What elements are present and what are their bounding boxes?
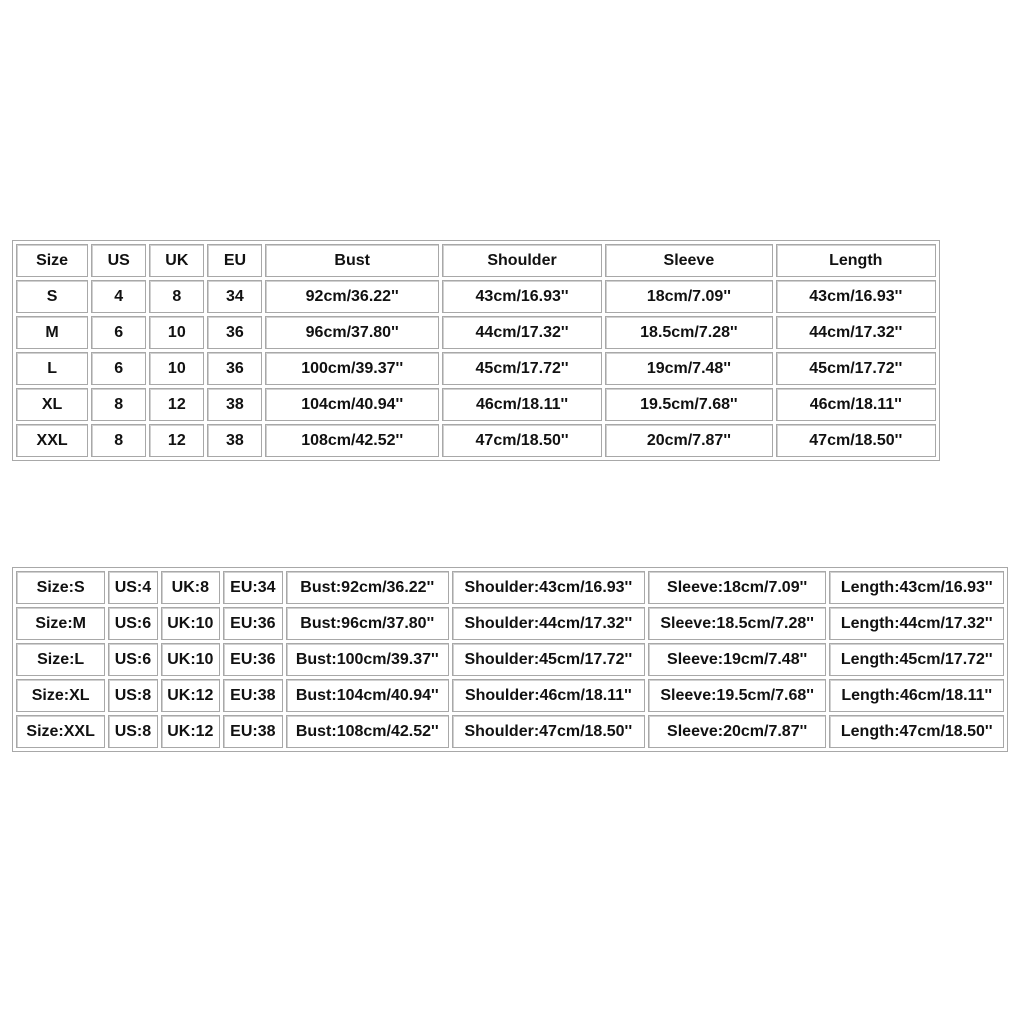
table-cell: 100cm/39.37'': [265, 352, 438, 385]
table-cell: US:6: [108, 607, 157, 640]
table-cell: 38: [207, 424, 262, 457]
table-row: [16, 388, 936, 421]
table-cell: US:8: [108, 715, 157, 748]
table-cell: US:4: [108, 571, 157, 604]
table-cell: 8: [149, 280, 204, 313]
table-cell: Size:L: [16, 643, 105, 676]
table-cell: Size:M: [16, 607, 105, 640]
table-cell: US:6: [108, 643, 157, 676]
table-cell: 19.5cm/7.68'': [605, 388, 772, 421]
table-cell: 10: [149, 352, 204, 385]
table-cell: Sleeve:20cm/7.87'': [648, 715, 827, 748]
header-cell: US: [91, 244, 146, 277]
table-cell: Length:47cm/18.50'': [829, 715, 1004, 748]
header-cell: Bust: [265, 244, 438, 277]
table-cell: Bust:108cm/42.52'': [286, 715, 449, 748]
table-row: [16, 316, 936, 349]
table-cell: 36: [207, 352, 262, 385]
table-cell: US:8: [108, 679, 157, 712]
table-cell: 8: [91, 424, 146, 457]
table-cell: S: [16, 280, 88, 313]
header-cell: EU: [207, 244, 262, 277]
header-cell: Sleeve: [605, 244, 772, 277]
table-cell: 47cm/18.50'': [776, 424, 936, 457]
header-cell: Size: [16, 244, 88, 277]
table-cell: 36: [207, 316, 262, 349]
table-cell: 18.5cm/7.28'': [605, 316, 772, 349]
table-cell: 45cm/17.72'': [776, 352, 936, 385]
table-cell: 19cm/7.48'': [605, 352, 772, 385]
table-row: [16, 280, 936, 313]
header-cell: Length: [776, 244, 936, 277]
table-cell: Bust:104cm/40.94'': [286, 679, 449, 712]
table-cell: Size:XL: [16, 679, 105, 712]
table-cell: EU:38: [223, 679, 283, 712]
table-cell: EU:36: [223, 643, 283, 676]
table-cell: Bust:96cm/37.80'': [286, 607, 449, 640]
table-cell: 4: [91, 280, 146, 313]
table-row: [16, 571, 1004, 604]
table-cell: L: [16, 352, 88, 385]
table-cell: UK:12: [161, 715, 221, 748]
table-cell: M: [16, 316, 88, 349]
table-cell: 44cm/17.32'': [776, 316, 936, 349]
table-cell: Size:S: [16, 571, 105, 604]
table-cell: 46cm/18.11'': [776, 388, 936, 421]
table-cell: Length:46cm/18.11'': [829, 679, 1004, 712]
table-cell: 92cm/36.22'': [265, 280, 438, 313]
table-cell: Shoulder:44cm/17.32'': [452, 607, 645, 640]
table-cell: UK:8: [161, 571, 221, 604]
table-cell: 38: [207, 388, 262, 421]
table-cell: Bust:100cm/39.37'': [286, 643, 449, 676]
table-cell: Size:XXL: [16, 715, 105, 748]
table-row: [16, 607, 1004, 640]
table-cell: 18cm/7.09'': [605, 280, 772, 313]
header-cell: UK: [149, 244, 204, 277]
table-row: [16, 715, 1004, 748]
table-cell: 108cm/42.52'': [265, 424, 438, 457]
table-cell: 6: [91, 316, 146, 349]
size-chart-labeled-table: [12, 567, 1008, 752]
table-cell: Shoulder:47cm/18.50'': [452, 715, 645, 748]
table-cell: Shoulder:46cm/18.11'': [452, 679, 645, 712]
table-cell: XL: [16, 388, 88, 421]
table-cell: Bust:92cm/36.22'': [286, 571, 449, 604]
table-cell: 12: [149, 424, 204, 457]
table-cell: UK:10: [161, 607, 221, 640]
table-cell: 20cm/7.87'': [605, 424, 772, 457]
table-cell: 104cm/40.94'': [265, 388, 438, 421]
table-cell: Sleeve:18.5cm/7.28'': [648, 607, 827, 640]
table-cell: XXL: [16, 424, 88, 457]
table-row: [16, 352, 936, 385]
table-cell: Shoulder:45cm/17.72'': [452, 643, 645, 676]
table-cell: UK:10: [161, 643, 221, 676]
table-cell: 46cm/18.11'': [442, 388, 602, 421]
table-row: [16, 643, 1004, 676]
table-cell: 8: [91, 388, 146, 421]
table-row: [16, 679, 1004, 712]
table-cell: Sleeve:19.5cm/7.68'': [648, 679, 827, 712]
table-cell: 47cm/18.50'': [442, 424, 602, 457]
table-cell: 45cm/17.72'': [442, 352, 602, 385]
table-cell: EU:34: [223, 571, 283, 604]
table-cell: Length:45cm/17.72'': [829, 643, 1004, 676]
table-cell: 34: [207, 280, 262, 313]
header-cell: Shoulder: [442, 244, 602, 277]
size-chart-table: [12, 240, 940, 461]
table-cell: Length:43cm/16.93'': [829, 571, 1004, 604]
table-cell: EU:38: [223, 715, 283, 748]
table-row: [16, 424, 936, 457]
table-cell: 43cm/16.93'': [776, 280, 936, 313]
table-cell: Sleeve:18cm/7.09'': [648, 571, 827, 604]
table-cell: EU:36: [223, 607, 283, 640]
table-cell: 6: [91, 352, 146, 385]
table-cell: 10: [149, 316, 204, 349]
table-header-row: [16, 244, 936, 277]
table-cell: 96cm/37.80'': [265, 316, 438, 349]
table-cell: 12: [149, 388, 204, 421]
table-cell: Shoulder:43cm/16.93'': [452, 571, 645, 604]
table-cell: 43cm/16.93'': [442, 280, 602, 313]
table-cell: UK:12: [161, 679, 221, 712]
table-cell: 44cm/17.32'': [442, 316, 602, 349]
table-cell: Sleeve:19cm/7.48'': [648, 643, 827, 676]
table-cell: Length:44cm/17.32'': [829, 607, 1004, 640]
